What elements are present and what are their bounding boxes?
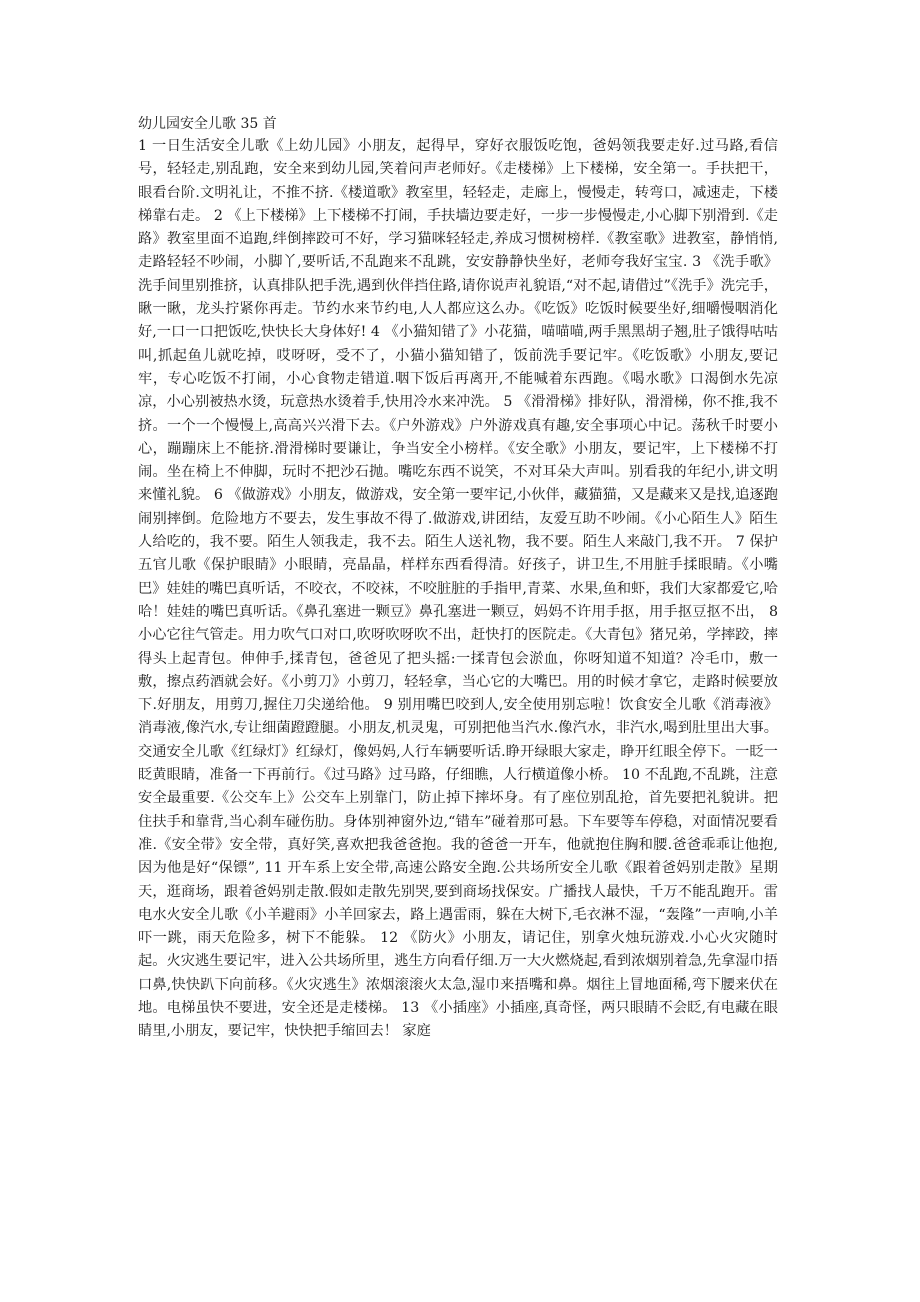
document-title: 幼儿园安全儿歌 35 首 (138, 116, 277, 132)
document-body: 1 一日生活安全儿歌《上幼儿园》小朋友，起得早，穿好衣服饭吃饱，爸妈领我要走好.过马路,看信号，轻轻走,别乱跑，安全来到幼儿园,笑着问声老师好。《走楼梯》上下楼梯，安全第一。手扶把干，眼看台阶.文明礼让，不推不挤.《楼道歌》教室里，轻轻走，走廊上，慢慢走，转弯口，减速走，下楼梯靠右走。 2 《上下楼梯》上下楼梯不打闹，手扶墙边要走好，一步一步慢慢走,小心脚下别滑到.《走路》教室里面不追跑,绊倒摔跤可不好，学习猫咪轻轻走,养成习惯树榜样.《教室歌》进教室，静悄悄,走路轻轻不吵闹，小脚丫,要听话,不乱跑来不乱跳，安安静静快坐好，老师夸我好宝宝. 3 《洗手歌》洗手间里别推挤，认真排队把手洗,遇到伙伴挡住路,请你说声礼貌语,“对不起,请借过”《洗手》洗完手，瞅一瞅，龙头拧紧你再走。节约水来节约电,人人都应这么办。《吃饭》吃饭时候要坐好,细嚼慢咽消化好,一口一口把饭吃,快快长大身体好! 4 《小猫知错了》小花猫，喵喵喵,两手黑黑胡子翘,肚子饿得咕咕叫,抓起鱼儿就吃掉，哎呀呀，受不了，小猫小猫知错了，饭前洗手要记牢。《吃饭歌》小朋友,要记牢，专心吃饭不打闹，小心食物走错道.咽下饭后再离开,不能喊着东西跑。《喝水歌》口渴倒水先凉凉，小心别被热水烫，玩意热水烫着手,快用冷水来冲洗。 5 《滑滑梯》排好队，滑滑梯，你不推,我不挤。一个一个慢慢上,高高兴兴滑下去。《户外游戏》户外游戏真有趣,安全事项心中记。荡秋千时要小心，蹦蹦床上不能挤.滑滑梯时要谦让，争当安全小榜样。《安全歌》小朋友，要记牢，上下楼梯不打闹。坐在椅上不伸脚，玩时不把沙石抛。嘴吃东西不说笑，不对耳朵大声叫。别看我的年纪小,讲文明来懂礼貌。 6 《做游戏》小朋友，做游戏，安全第一要牢记,小伙伴，藏猫猫，又是藏来又是找,追逐跑闹别摔倒。危险地方不要去，发生事故不得了.做游戏,讲团结，友爱互助不吵闹。《小心陌生人》陌生人给吃的，我不要。陌生人领我走，我不去。陌生人送礼物，我不要。陌生人来敲门,我不开。 7 保护五官儿歌《保护眼睛》小眼睛，亮晶晶，样样东西看得清。好孩子，讲卫生,不用脏手揉眼睛。《小嘴巴》娃娃的嘴巴真听话，不咬衣，不咬袜，不咬脏脏的手指甲,青菜、水果,鱼和虾，我们大家都爱它,哈哈！娃娃的嘴巴真听话。《鼻孔塞进一颗豆》鼻孔塞进一颗豆，妈妈不许用手抠，用手抠豆抠不出， 8 小心它往气管走。用力吹气口对口,吹呀吹呀吹不出，赶快打的医院走。《大青包》猪兄弟，学摔跤，摔得头上起青包。伸伸手,揉青包，爸爸见了把头摇:一揉青包会淤血，你呀知道不知道？冷毛巾，敷一敷，擦点药酒就会好。《小剪刀》小剪刀，轻轻拿，当心它的大嘴巴。用的时候才拿它，走路时候要放下.好朋友，用剪刀,握住刀尖递给他。 9 别用嘴巴咬到人,安全使用别忘啦！饮食安全儿歌《消毒液》消毒液,像汽水,专让细菌蹬蹬腿。小朋友,机灵鬼，可别把他当汽水.像汽水，非汽水,喝到肚里出大事。交通安全儿歌《红绿灯》红绿灯，像妈妈,人行车辆要听话.睁开绿眼大家走，睁开红眼全停下。一眨一眨黄眼睛，准备一下再前行。《过马路》过马路，仔细瞧，人行横道像小桥。 10 不乱跑,不乱跳，注意安全最重要.《公交车上》公交车上别靠门，防止掉下摔坏身。有了座位别乱抢，首先要把礼貌讲。把住扶手和靠背,当心刹车碰伤肋。身体别神窗外边,“错车”碰着那可悬。下车要等车停稳，对面情况要看准.《安全带》安全带，真好笑,喜欢把我爸爸抱。我的爸爸一开车，他就抱住胸和腰.爸爸乖乖让他抱,因为他是好“保镖”, 11 开车系上安全带,高速公路安全跑.公共场所安全儿歌《跟着爸妈别走散》星期天，逛商场，跟着爸妈别走散.假如走散先别哭,要到商场找保安。广播找人最快，千万不能乱跑开。雷电水火安全儿歌《小羊避雨》小羊回家去，路上遇雷雨，躲在大树下,毛衣淋不湿，“轰隆”一声响,小羊吓一跳，雨天危险多，树下不能躲。 12 《防火》小朋友，请记住，别拿火烛玩游戏.小心火灾随时起。火灾逃生要记牢，进入公共场所里，逃生方向看仔细.万一大火燃烧起,看到浓烟别着急,先拿湿巾捂口鼻,快快趴下向前移。《火灾逃生》浓烟滚滚火太急,湿巾来捂嘴和鼻。烟往上冒地面稀,弯下腰来伏在地。电梯虽快不要进，安全还是走楼梯。 13 《小插座》小插座,真奇怪，两只眼睛不会眨,有电藏在眼睛里,小朋友，要记牢，快快把手缩回去！ 家庭 (138, 138, 778, 1040)
